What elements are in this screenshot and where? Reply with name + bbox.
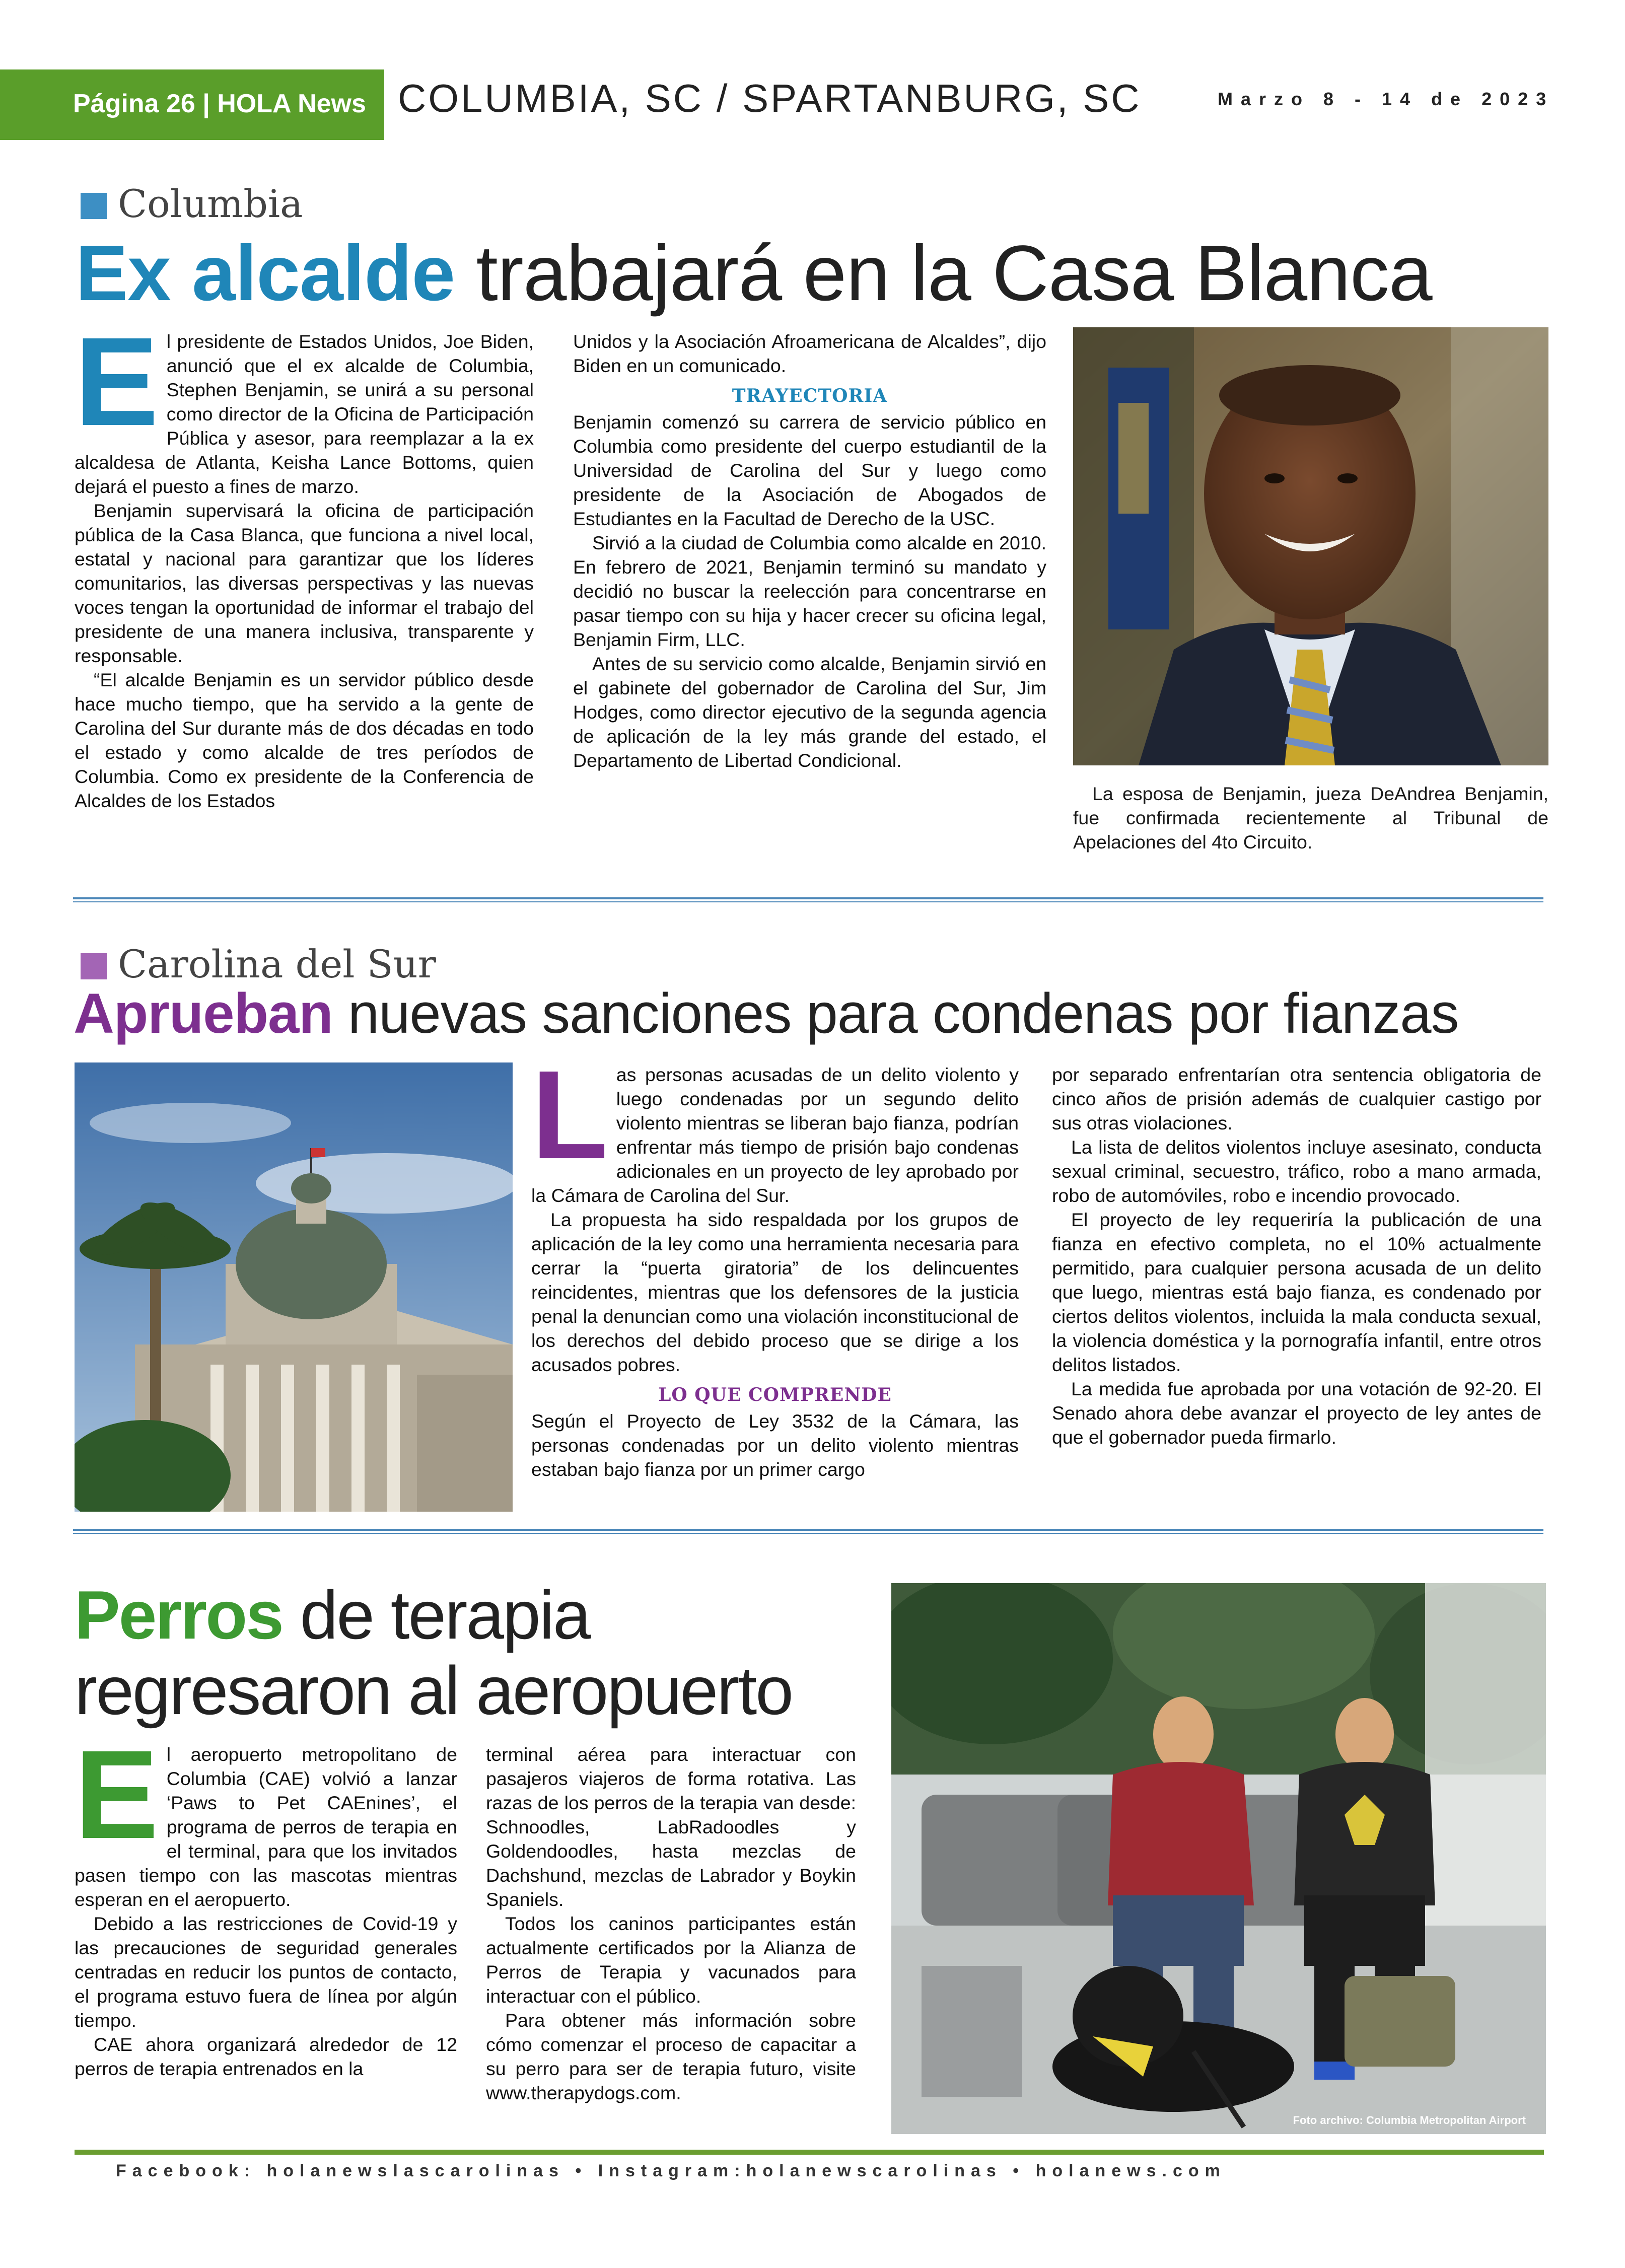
paragraph: Según el Proyecto de Ley 3532 de la Cámara, las personas condenadas por un delito violento mientras estaban bajo fianza por un primer cargo [531,1410,1019,1480]
section-divider [73,897,1543,902]
story2-dropcap: L [531,1044,608,1185]
airport-photo [891,1583,1546,2134]
story2-subhead: LO QUE COMPRENDE [658,1384,892,1405]
paragraph: as personas acusadas de un delito violento y luego condenadas por un segundo delito violento mientras se liberan bajo fianza, podrían enfrentar más tiempo de prisión bajo condenas adicionales en un proyecto de ley aprobado por la Cámara de Carolina del Sur. [531,1064,1019,1206]
paragraph: Sirvió a la ciudad de Columbia como alcalde en 2010. En febrero de 2021, Benjamin terminó su mandato y decidió no buscar la reelección para concentrarse en pasar tiempo con su hija y hacer crecer su oficina legal, Benjamin Firm, LLC. [573,532,1046,650]
statehouse-photo [75,1062,513,1512]
story2-headline: Aprueban nuevas sanciones para condenas por fianzas [74,982,1459,1045]
paragraph: Benjamin comenzó su carrera de servicio público en Columbia como presidente del cuerpo estudiantil de la Universidad de Carolina del Sur y luego como presidente de la Asociación de Abogados de Estudiantes en la Facultad de Derecho de la USC. [573,411,1046,529]
airport-image [891,1583,1546,2134]
paragraph: La lista de delitos violentos incluye asesinato, conducta sexual criminal, secuestro, tráfico, robo a mano armada, robo de automóviles, robo e incendio provocado. [1052,1137,1541,1206]
story3-column-1 [75,1724,457,2081]
paragraph: El proyecto de ley requeriría la publicación de una fianza en efectivo completa, no el 10% actualmente permitido, para cualquier persona acusada de un delito que luego, mientras está bajo fianza, es condenado por ciertos delitos violentos, incluida la mala conducta sexual, la violencia doméstica y la pornografía infantil, entre otros delitos listados. [1052,1209,1541,1375]
paragraph: “El alcalde Benjamin es un servidor público desde hace mucho tiempo, que ha servido a la gente de Carolina del Sur durante más de dos décadas en todo el estado y como alcalde de tres períodos de Columbia. Como ex presidente de la Conferencia de Alcaldes de los Estados [75,669,534,811]
paragraph: Benjamin supervisará la oficina de participación pública de la Casa Blanca, que funciona a nivel local, estatal y nacional para garantizar que los líderes comunitarios, las diversas perspectivas y las nuevas voces tengan la oportunidad de informar el trabajo del presidente de una manera inclusiva, transparente y responsable. [75,500,534,666]
header-cities: COLUMBIA, SC / SPARTANBURG, SC [398,76,1142,120]
footer-rule [75,2150,1544,2155]
story1-dropcap: E [75,311,159,452]
section-divider [73,1529,1543,1534]
paragraph: l presidente de Estados Unidos, Joe Biden, anunció que el ex alcalde de Columbia, Stephen Benjamin, se unirá a su personal como director de la Oficina de Participación Pública y asesor, para reemplazar a la ex alcaldesa de Atlanta, Keisha Lance Bottoms, quien dejará el puesto a fines de marzo. [75,331,534,497]
paragraph: terminal aérea para interactuar con pasajeros viajeros de forma rotativa. Las razas de los perros de la terapia van desde: Schnoodles, LabRadoodles y Goldendoodles, hasta mezclas de Dachshund, mezclas de Labrador y Boykin Spaniels. [486,1744,856,1910]
story1-column-1 [75,311,534,813]
page-label: Página 26 | HOLA News [73,89,366,118]
story2-column-1 [531,1044,1019,1481]
story2-column-2 [1052,1062,1541,1449]
story3-headline: Perros de terapia regresaron al aeropuerto [75,1577,792,1729]
kicker-square-icon [81,953,107,979]
statehouse-image [75,1062,513,1512]
portrait-image [1073,327,1548,765]
paragraph: Debido a las restricciones de Covid-19 y las precauciones de seguridad generales centradas en reducir los puntos de contacto, el programa estuvo fuera de línea por algún tiempo. [75,1913,457,2031]
story3-dropcap: E [75,1724,159,1865]
paragraph: Para obtener más información sobre cómo comenzar el proceso de capacitar a su perro para ser de terapia futuro, visite www.therapydogs.com. [486,2010,856,2103]
story1-column-2 [573,329,1046,772]
story1-subhead: TRAYECTORIA [732,385,888,406]
portrait-photo [1073,327,1548,765]
paragraph: por separado enfrentarían otra sentencia obligatoria de cinco años de prisión además de cualquier castigo por sus otras violaciones. [1052,1064,1541,1133]
footer-social-links: Facebook: holanewslascarolinas • Instagram:holanewscarolinas • holanews.com [116,2161,1226,2180]
paragraph: Todos los caninos participantes están actualmente certificados por la Alianza de Perros de Terapia y vacunados para interactuar con el público. [486,1913,856,2007]
paragraph: l aeropuerto metropolitano de Columbia (CAE) volvió a lanzar ‘Paws to Pet CAEnines’, el programa de perros de terapia en el terminal, para que los invitados pasen tiempo con las mascotas mientras esperan en el aeropuerto. [75,1744,457,1910]
paragraph: Antes de su servicio como alcalde, Benjamin sirvió en el gabinete del gobernador de Carolina del Sur, Jim Hodges, como director ejecutivo de la segunda agencia de aplicación de la ley más grande del estado, el Departamento de Libertad Condicional. [573,653,1046,771]
portrait-caption: La esposa de Benjamin, jueza DeAndrea Benjamin, fue confirmada recientemente al Tribunal de Apelaciones del 4to Circuito. [1073,783,1548,853]
story3-column-2 [486,1742,856,2105]
story1-headline: Ex alcalde trabajará en la Casa Blanca [76,230,1432,317]
paragraph: CAE ahora organizará alrededor de 12 perros de terapia entrenados en la [75,2034,457,2079]
header-date: Marzo 8 - 14 de 2023 [1218,89,1555,109]
kicker-square-icon [81,193,107,219]
photo-credit: Foto archivo: Columbia Metropolitan Airport [1293,2114,1526,2127]
paragraph: La propuesta ha sido respaldada por los grupos de aplicación de la ley como una herramienta necesaria para cerrar la “puerta giratoria” de los delincuentes reincidentes, mientras que los defensores de la justicia penal la denuncian como una violación inconstitucional de los derechos del debido proceso que se dirige a los acusados pobres. [531,1209,1019,1375]
paragraph: La medida fue aprobada por una votación de 92-20. El Senado ahora debe avanzar el proyecto de ley antes de que el gobernador pueda firmarlo. [1052,1378,1541,1448]
story1-kicker: Columbia [81,181,303,226]
story2-kicker: Carolina del Sur [81,942,436,986]
page-number-tab [0,69,384,140]
paragraph: Unidos y la Asociación Afroamericana de Alcaldes”, dijo Biden en un comunicado. [573,331,1046,376]
